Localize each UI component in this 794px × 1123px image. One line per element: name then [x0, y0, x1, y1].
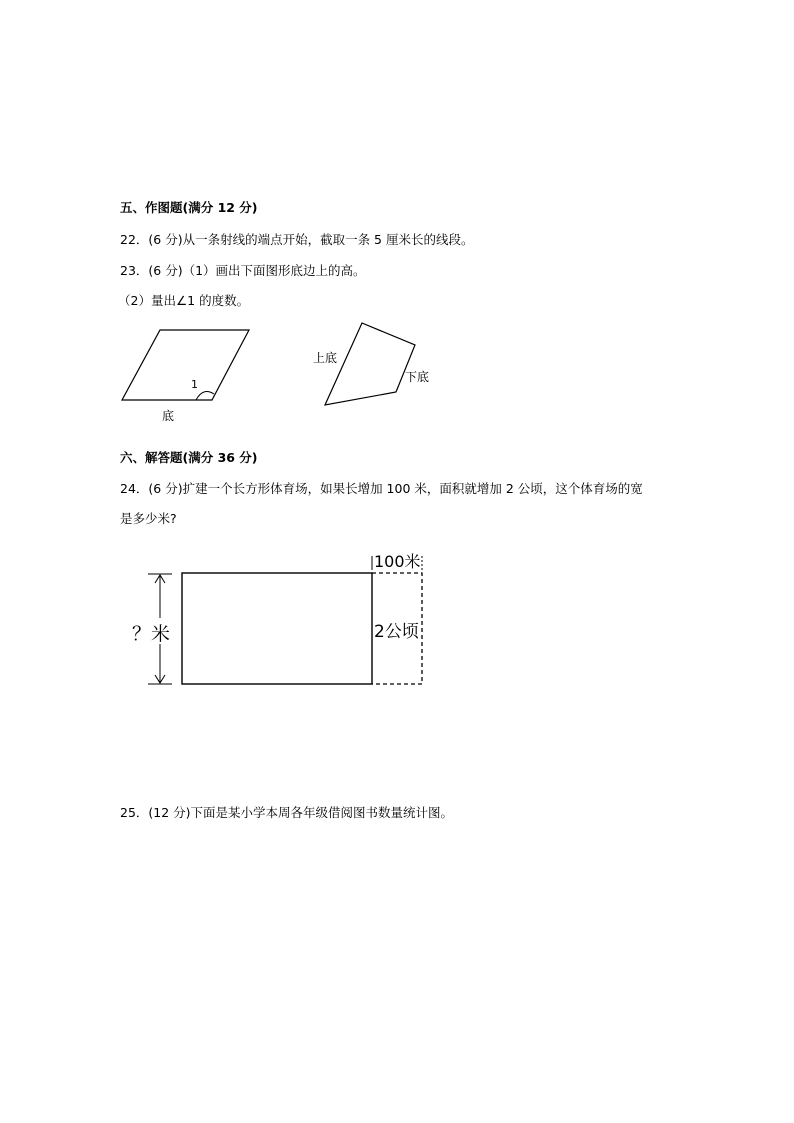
question-24-line2: 是多少米?	[120, 511, 177, 526]
section-six-heading: 六、解答题(满分 36 分)	[120, 450, 258, 465]
upper-base-label: 上底	[313, 351, 338, 365]
extension-length-label: 100米	[374, 552, 421, 571]
angle-1-label: 1	[191, 378, 198, 391]
added-area-label: 2公顷	[374, 622, 419, 642]
question-25: 25．(12 分)下面是某小学本周各年级借阅图书数量统计图。	[120, 805, 454, 820]
question-24-line1: 24．(6 分)扩建一个长方形体育场，如果长增加 100 米，面积就增加 2 公顷，这个体育场的宽	[120, 481, 643, 496]
stadium-rectangle	[182, 573, 372, 684]
question-23-part2: （2）量出∠1 的度数。	[118, 293, 250, 308]
section-five-heading: 五、作图题(满分 12 分)	[120, 200, 258, 215]
lower-base-label: 下底	[405, 370, 430, 384]
question-22: 22．(6 分)从一条射线的端点开始，截取一条 5 厘米长的线段。	[120, 232, 474, 247]
width-unknown-label: ？米	[132, 623, 171, 645]
question-23-part1: 23．(6 分)（1）画出下面图形底边上的高。	[120, 263, 366, 278]
base-label: 底	[162, 409, 175, 423]
